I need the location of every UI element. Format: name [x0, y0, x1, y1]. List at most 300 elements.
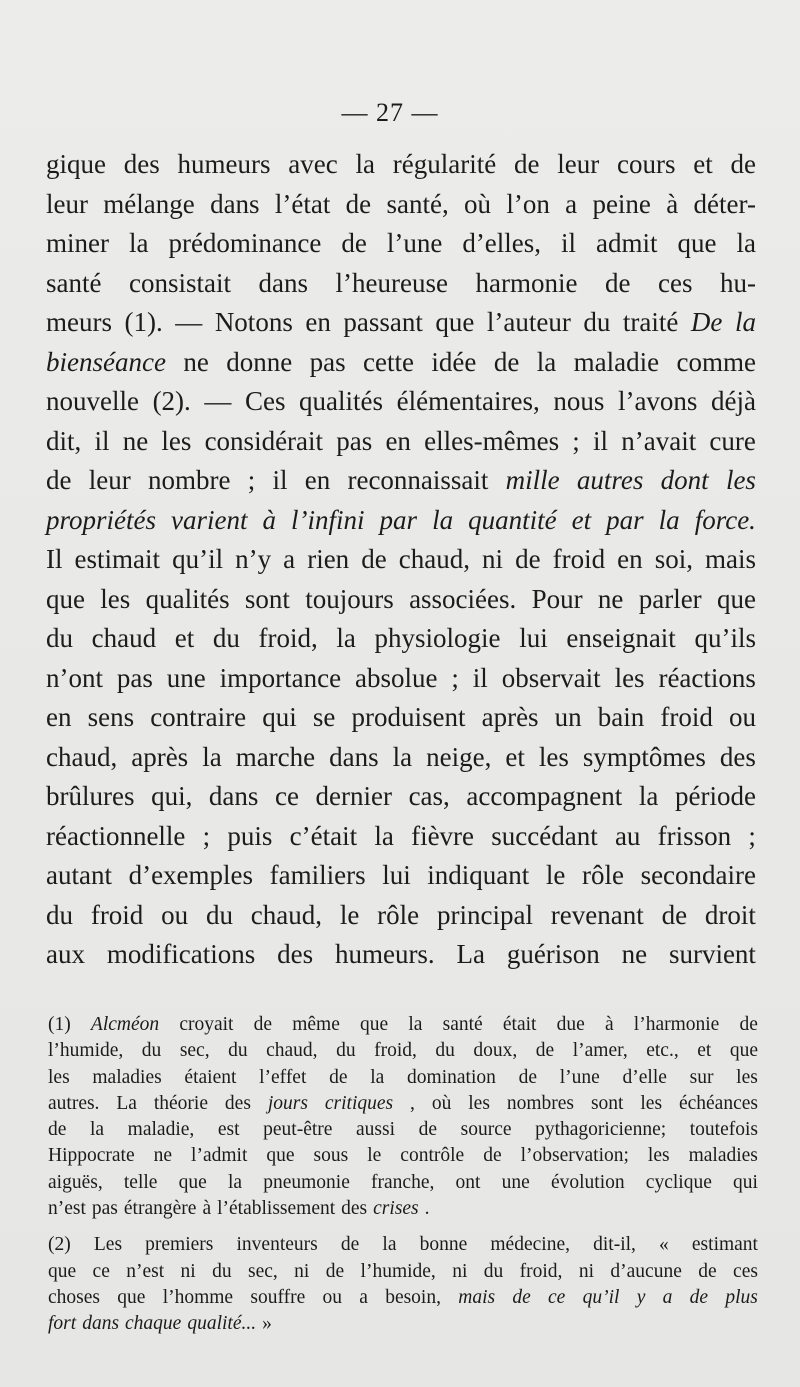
word: que	[178, 1171, 207, 1193]
italic-word: crises	[373, 1198, 419, 1220]
word: la	[392, 741, 413, 772]
word: se	[312, 702, 336, 732]
word: les	[161, 425, 192, 456]
word: aiguës,	[48, 1171, 103, 1193]
word: après	[481, 702, 539, 732]
italic-word: la	[734, 307, 756, 337]
word: chaud,	[250, 899, 323, 930]
word: que	[266, 1145, 295, 1167]
word: l’humide,	[360, 1260, 436, 1282]
word: mélange	[103, 188, 195, 219]
word: que	[360, 1014, 389, 1035]
italic-word: les	[725, 465, 756, 495]
word: en	[617, 544, 643, 574]
word: médecine,	[490, 1234, 570, 1256]
word: donne	[226, 346, 293, 377]
word: la	[408, 1014, 423, 1035]
word: nouvelle	[46, 386, 139, 416]
word: du	[435, 1040, 455, 1062]
word: les	[647, 1145, 670, 1167]
word: choses	[48, 1286, 100, 1308]
word: de	[493, 346, 520, 377]
word: pas	[116, 662, 153, 693]
footnote-line	[48, 1091, 758, 1117]
italic-word: bienséance	[46, 346, 166, 377]
word: des	[277, 939, 314, 969]
italic-word: autres	[576, 465, 644, 495]
word: a	[283, 544, 296, 574]
word: guérison	[506, 939, 600, 969]
word: de	[345, 188, 372, 219]
word: secondaire	[640, 860, 756, 890]
word: les	[538, 741, 569, 772]
word: de	[340, 1234, 360, 1256]
word: ces	[733, 1260, 758, 1282]
word: froid,	[258, 623, 318, 653]
word: peine	[592, 188, 651, 219]
word: pas	[91, 1198, 118, 1220]
word: Notons	[214, 307, 293, 337]
word: hu-	[719, 267, 756, 298]
word: en	[46, 702, 72, 732]
word: qualités	[145, 583, 230, 614]
word: c’était	[289, 820, 358, 851]
word: du	[336, 1040, 356, 1062]
word: la	[90, 1119, 105, 1141]
word: qualités	[299, 386, 384, 416]
word: la	[536, 346, 557, 377]
word: santé	[442, 1014, 483, 1035]
word: la	[382, 1234, 397, 1256]
word: maladies	[688, 1145, 758, 1167]
word: l’admit	[191, 1145, 248, 1167]
italic-word: et	[571, 504, 592, 535]
word: soi,	[654, 544, 693, 574]
word: (1).	[124, 307, 163, 337]
word: peut-être	[263, 1119, 333, 1141]
word: humeurs	[177, 149, 271, 179]
italic-word: critiques	[324, 1092, 394, 1114]
text-line	[46, 817, 756, 857]
word: cyclique	[645, 1171, 712, 1193]
italic-word: propriétés	[46, 504, 156, 535]
word: n’y	[235, 544, 272, 574]
word: rôle	[581, 860, 624, 890]
word: de	[518, 1066, 537, 1088]
word: n’avait	[621, 425, 697, 456]
word: ce	[274, 781, 299, 811]
word: sec,	[248, 1260, 278, 1282]
text-line	[46, 738, 756, 778]
word: admit	[596, 228, 658, 258]
word: échéances	[678, 1092, 758, 1114]
word: a	[565, 188, 578, 219]
footnote-gap	[48, 1222, 758, 1232]
word: l’on	[506, 188, 550, 219]
word: la	[336, 623, 356, 653]
word: aussi	[356, 1119, 396, 1141]
word: il	[94, 425, 110, 456]
word: premiers	[145, 1234, 214, 1256]
word: élémentaires,	[396, 386, 540, 416]
word: du	[46, 899, 73, 930]
word: de	[341, 228, 367, 258]
word: telle	[123, 1171, 158, 1193]
text-line	[46, 501, 756, 541]
word: de	[329, 1066, 348, 1088]
text-line	[46, 935, 756, 975]
word: maladie,	[127, 1119, 195, 1141]
italic-word: l’infini	[291, 504, 365, 535]
word: contrôle	[400, 1145, 465, 1167]
word: ni	[294, 1260, 310, 1282]
word: n’est	[48, 1198, 86, 1220]
word: aux	[46, 939, 85, 969]
word: de	[535, 1040, 555, 1062]
word: dans	[258, 267, 309, 298]
footnote-line	[48, 1285, 758, 1311]
word: les	[640, 1092, 663, 1114]
word: accompagnent	[466, 781, 623, 811]
word: harmonie	[475, 267, 578, 298]
word: un	[554, 702, 582, 732]
word: nous	[553, 386, 605, 416]
word: froid,	[374, 1040, 417, 1062]
word: dans	[208, 781, 259, 811]
word: et	[697, 1040, 712, 1062]
word: l’amer,	[572, 1040, 628, 1062]
word: (2)	[48, 1234, 71, 1256]
word: fièvre	[411, 820, 475, 851]
word: était	[502, 1014, 537, 1035]
italic-word: a	[662, 1286, 673, 1308]
word: due	[556, 1014, 585, 1035]
word: estimant	[691, 1234, 758, 1256]
italic-word: varient	[171, 504, 248, 535]
word: source	[460, 1119, 512, 1141]
word: froid	[552, 544, 606, 574]
word: Ces	[244, 386, 286, 416]
word: revenant	[550, 899, 644, 930]
word: une	[501, 1171, 530, 1193]
word: dit-il,	[593, 1234, 636, 1256]
word: La	[456, 939, 485, 969]
word: des	[341, 1198, 368, 1220]
page-number: — 27 —	[341, 98, 439, 127]
word: l’une	[559, 1066, 600, 1088]
word: (2).	[152, 386, 191, 416]
word: la	[202, 741, 222, 772]
footnote-2	[48, 1232, 758, 1337]
word: sens	[87, 702, 135, 732]
word: etc.,	[646, 1040, 679, 1062]
word: du	[46, 623, 73, 653]
text-line	[46, 343, 756, 383]
word: consistait	[129, 267, 231, 298]
word: produisent	[351, 702, 466, 732]
word: traité	[622, 307, 679, 337]
word: ces	[657, 267, 693, 298]
italic-word: force.	[694, 504, 756, 535]
word: ne	[597, 583, 624, 614]
word: croyait	[179, 1014, 234, 1035]
footnotes	[48, 1012, 758, 1338]
footnote-line	[48, 1232, 758, 1258]
word: cours	[616, 149, 676, 179]
word: nombres	[506, 1092, 575, 1114]
word: la	[227, 1171, 243, 1193]
word: Les	[93, 1234, 123, 1256]
word: pas	[336, 425, 373, 456]
word: ;	[247, 465, 256, 495]
italic-word: qualité...	[187, 1313, 257, 1335]
word: l’effet	[259, 1066, 307, 1088]
word: l’homme	[162, 1286, 234, 1308]
word: ;	[572, 425, 580, 456]
word: associées.	[409, 583, 517, 614]
word: gique	[46, 149, 106, 179]
word: théorie	[153, 1092, 208, 1114]
italic-word: mille	[505, 465, 560, 495]
word: des	[224, 1092, 251, 1114]
word: ne	[122, 425, 149, 456]
text-line	[46, 224, 756, 264]
word: inventeurs	[236, 1234, 318, 1256]
text-line	[46, 461, 756, 501]
word: de	[604, 267, 631, 298]
word: leur	[46, 188, 88, 219]
word: en	[385, 425, 411, 456]
italic-word: jours	[267, 1092, 308, 1114]
word: la	[638, 781, 659, 811]
word: rien	[307, 544, 350, 574]
word: en	[305, 307, 331, 337]
word: idée	[431, 346, 477, 377]
word: les	[100, 583, 131, 614]
text-line	[46, 382, 756, 422]
word: l’heureuse	[335, 267, 448, 298]
italic-word: De	[690, 307, 723, 337]
word: ne	[621, 939, 648, 969]
word: déjà	[711, 386, 756, 416]
word: d’elle	[622, 1066, 667, 1088]
word: les	[468, 1092, 490, 1114]
word: sur	[689, 1066, 714, 1088]
word: la	[355, 149, 375, 179]
word: passant	[343, 307, 423, 337]
word: et	[505, 741, 525, 772]
word: d’aucune	[610, 1260, 682, 1282]
word: santé	[46, 267, 102, 298]
footnote-1	[48, 1012, 758, 1222]
word: nombre	[147, 465, 231, 495]
word: qui	[262, 702, 297, 732]
word: dans	[329, 741, 379, 772]
word: l’avons	[617, 386, 698, 416]
word: observait	[501, 662, 601, 693]
word: le	[339, 899, 360, 930]
footnote-line	[48, 1065, 758, 1091]
word: à	[604, 1014, 614, 1035]
word: les	[614, 662, 645, 693]
word: —	[175, 307, 203, 337]
word: »	[262, 1313, 272, 1335]
word: besoin,	[385, 1286, 441, 1308]
word: bonne	[419, 1234, 468, 1256]
word: après	[131, 741, 189, 772]
word: toujours	[305, 583, 394, 614]
word: de	[418, 1119, 438, 1141]
word: les	[736, 1066, 758, 1088]
italic-word: de	[512, 1286, 531, 1308]
word: que	[117, 1286, 146, 1308]
word: (1)	[48, 1014, 71, 1035]
word: la	[370, 1066, 385, 1088]
word: ;	[748, 820, 756, 851]
word: où	[431, 1092, 452, 1114]
word: sont	[244, 583, 290, 614]
body-text	[46, 145, 756, 975]
word: bain	[597, 702, 645, 732]
italic-word: la	[658, 504, 680, 535]
word: Il	[46, 544, 63, 574]
word: une	[166, 662, 206, 693]
word: qui,	[151, 781, 193, 811]
word: cas,	[408, 781, 450, 811]
word: l’une	[386, 228, 443, 258]
word: que	[677, 228, 717, 258]
text-line	[46, 303, 756, 343]
word: .	[424, 1198, 430, 1220]
word: sous	[313, 1145, 349, 1167]
word: régularité	[392, 149, 497, 179]
word: de	[513, 149, 540, 179]
text-line	[46, 264, 756, 304]
word: froid,	[519, 1260, 563, 1282]
text-line	[46, 856, 756, 896]
word: —	[204, 386, 232, 416]
word: que	[729, 1040, 758, 1062]
word: du	[228, 1040, 248, 1062]
word: succédant	[491, 820, 598, 851]
word: les	[48, 1066, 70, 1088]
word: en	[304, 465, 331, 495]
word: des	[719, 741, 756, 772]
word: réactions	[658, 662, 756, 693]
word: ou	[322, 1286, 342, 1308]
word: indiquant	[427, 860, 530, 890]
word: ;	[451, 662, 459, 693]
word: que	[48, 1260, 77, 1282]
italic-word: dont	[660, 465, 709, 495]
word: souffre	[250, 1286, 306, 1308]
word: «	[659, 1234, 669, 1256]
word: même	[292, 1014, 340, 1035]
word: du	[212, 1260, 232, 1282]
word: est	[217, 1119, 240, 1141]
word: au	[614, 820, 641, 851]
word: dernier	[315, 781, 392, 811]
word: chaud,	[398, 544, 470, 574]
italic-word: qu’il	[582, 1286, 620, 1308]
word: la	[128, 228, 149, 258]
footnote-line	[48, 1143, 758, 1169]
word: ont	[455, 1171, 481, 1193]
word: froid	[660, 702, 713, 732]
word: avec	[288, 149, 338, 179]
word: ni	[578, 1260, 594, 1282]
word: Hippocrate	[48, 1145, 135, 1167]
italic-word: chaque	[125, 1313, 182, 1335]
word: cure	[709, 425, 756, 456]
word: physiologie	[374, 623, 501, 653]
word: que	[716, 583, 756, 614]
word: le	[367, 1145, 382, 1167]
word: dans	[210, 188, 260, 219]
word: sont	[590, 1092, 624, 1114]
word: puis	[227, 820, 273, 851]
word: domination	[407, 1066, 496, 1088]
word: période	[674, 781, 756, 811]
word: froid	[90, 899, 144, 930]
word: santé,	[386, 188, 449, 219]
word: parler	[638, 583, 702, 614]
word: l’humide,	[48, 1040, 124, 1062]
italic-word: dans	[82, 1313, 120, 1335]
word: pas	[309, 346, 346, 377]
word: toutefois	[689, 1119, 758, 1141]
word: et	[693, 149, 713, 179]
word: du	[583, 307, 611, 337]
word: contraire	[150, 702, 247, 732]
word: qu’il	[172, 544, 224, 574]
word: des	[123, 149, 160, 179]
word: sec,	[179, 1040, 210, 1062]
text-line	[46, 580, 756, 620]
italic-word: plus	[725, 1286, 758, 1308]
text-line	[46, 422, 756, 462]
text-line	[46, 777, 756, 817]
word: il	[593, 425, 609, 456]
word: l’établissement	[217, 1198, 336, 1220]
word: à	[202, 1198, 212, 1220]
footnote-line	[48, 1311, 758, 1337]
footnote-line	[48, 1012, 758, 1038]
word: pneumonie	[263, 1171, 350, 1193]
text-line	[46, 896, 756, 936]
word: neige,	[426, 741, 492, 772]
word: maladie	[573, 346, 660, 377]
word: à	[666, 188, 679, 219]
word: le	[545, 860, 566, 890]
word: enseignait	[566, 623, 676, 653]
word: de	[739, 1014, 758, 1035]
word: l’observation;	[520, 1145, 629, 1167]
italic-word: quantité	[468, 504, 557, 535]
word: marche	[235, 741, 316, 772]
word: Pour	[531, 583, 583, 614]
word: n’est	[126, 1260, 165, 1282]
word: la	[374, 820, 394, 851]
word: autant	[46, 860, 112, 890]
word: ou	[161, 899, 189, 930]
text-line	[46, 540, 756, 580]
word: humeurs.	[334, 939, 435, 969]
word: il	[472, 662, 488, 693]
italic-word: par	[606, 504, 644, 535]
word: elles-mêmes	[424, 425, 560, 456]
word: il	[561, 228, 577, 258]
